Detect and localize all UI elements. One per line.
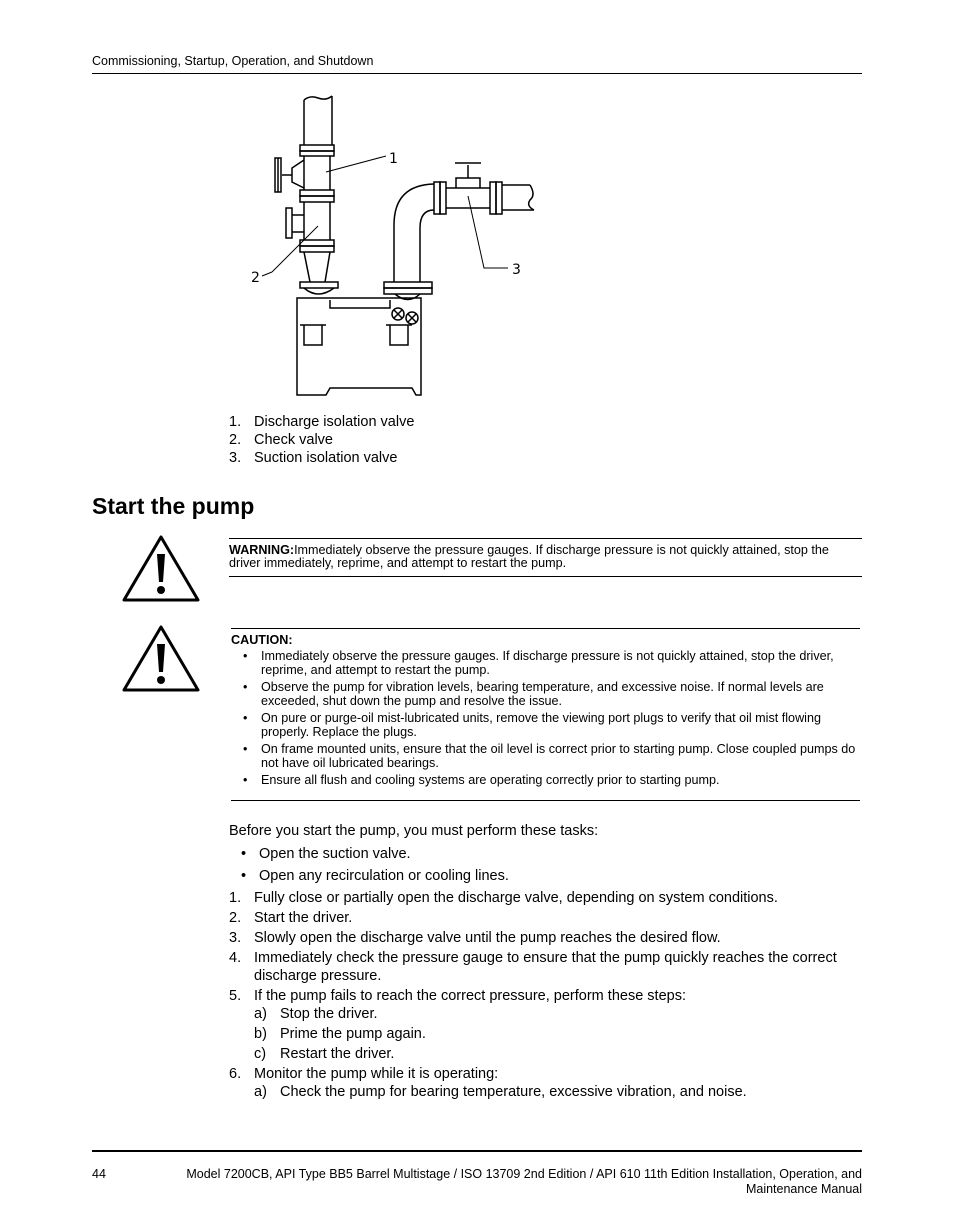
- step-item: 1. Fully close or partially open the discharge valve, depending on system conditions.: [229, 890, 778, 906]
- substep-item: a) Stop the driver.: [254, 1006, 378, 1022]
- warning-triangle-icon: [121, 534, 201, 604]
- step-item: 3. Slowly open the discharge valve until the pump reaches the desired flow.: [229, 930, 721, 946]
- substep-item: c) Restart the driver.: [254, 1046, 395, 1062]
- legend-item: 2. Check valve: [229, 432, 333, 448]
- header-rule: [92, 73, 862, 74]
- legend-item: 3. Suction isolation valve: [229, 450, 398, 466]
- substep-item: a) Check the pump for bearing temperature, excessive vibration, and noise.: [254, 1084, 747, 1100]
- footer-rule: [92, 1150, 862, 1152]
- procedure: [229, 822, 869, 1103]
- step-item: 6. Monitor the pump while it is operating: a) Check the pump for bearing temperature, excessive vibration, and noise.: [229, 1065, 869, 1101]
- callout-2: 2: [251, 270, 260, 286]
- prerequisite-list: [229, 845, 869, 885]
- caution-item: • On frame mounted units, ensure that the oil level is correct prior to starting pump. Close coupled pumps do not have oil lubricated bearings.: [231, 742, 860, 770]
- caution-triangle-icon: [121, 624, 201, 694]
- substep-list: [254, 1083, 869, 1101]
- footer-doc-title: Model 7200CB, API Type BB5 Barrel Multistage / ISO 13709 2nd Edition / API 610 11th Edition Installation, Operation, and Maintenance Manual: [186, 1167, 862, 1196]
- caution-list: [231, 649, 860, 787]
- prerequisite-item: • Open the suction valve.: [229, 845, 869, 863]
- step-item: 2. Start the driver.: [229, 910, 353, 926]
- page-number: 44: [92, 1167, 106, 1181]
- caution-box: [231, 628, 860, 801]
- callout-1: 1: [389, 151, 398, 167]
- caution-item: • On pure or purge-oil mist-lubricated units, remove the viewing port plugs to verify that oil mist flowing properly. Replace the plugs.: [231, 711, 860, 739]
- legend-item: 1. Discharge isolation valve: [229, 414, 415, 430]
- running-header: Commissioning, Startup, Operation, and Shutdown: [92, 54, 374, 68]
- step-item: 4. Immediately check the pressure gauge to ensure that the pump quickly reaches the correct discharge pressure.: [229, 950, 837, 984]
- substep-list: [254, 1005, 869, 1063]
- pump-piping-diagram: [240, 92, 550, 402]
- warning-message: WARNING:Immediately observe the pressure gauges. If discharge pressure is not quickly attained, stop the driver immediately, reprime, and attempt to restart the pump.: [229, 543, 829, 570]
- substep-item: b) Prime the pump again.: [254, 1026, 426, 1042]
- caution-label: CAUTION:: [231, 633, 293, 647]
- callout-3: 3: [512, 262, 521, 278]
- warning-box: [229, 538, 862, 577]
- step-list: [229, 889, 869, 1101]
- prerequisite-item: • Open any recirculation or cooling lines.: [229, 867, 869, 885]
- caution-item: • Immediately observe the pressure gauges. If discharge pressure is not quickly attained, stop the driver, reprime, and attempt to restart the pump.: [231, 649, 860, 677]
- caution-item: • Ensure all flush and cooling systems are operating correctly prior to starting pump.: [231, 773, 860, 787]
- procedure-intro: Before you start the pump, you must perform these tasks:: [229, 823, 599, 839]
- figure-legend: [229, 413, 414, 467]
- step-item: 5. If the pump fails to reach the correct pressure, perform these steps: a) Stop the driver. b) Prime the pump again. c) Restart the driver.: [229, 987, 869, 1063]
- caution-item: • Observe the pump for vibration levels, bearing temperature, and excessive noise. If normal levels are exceeded, shut down the pump and resolve the issue.: [231, 680, 860, 708]
- section-title: Start the pump: [92, 493, 255, 519]
